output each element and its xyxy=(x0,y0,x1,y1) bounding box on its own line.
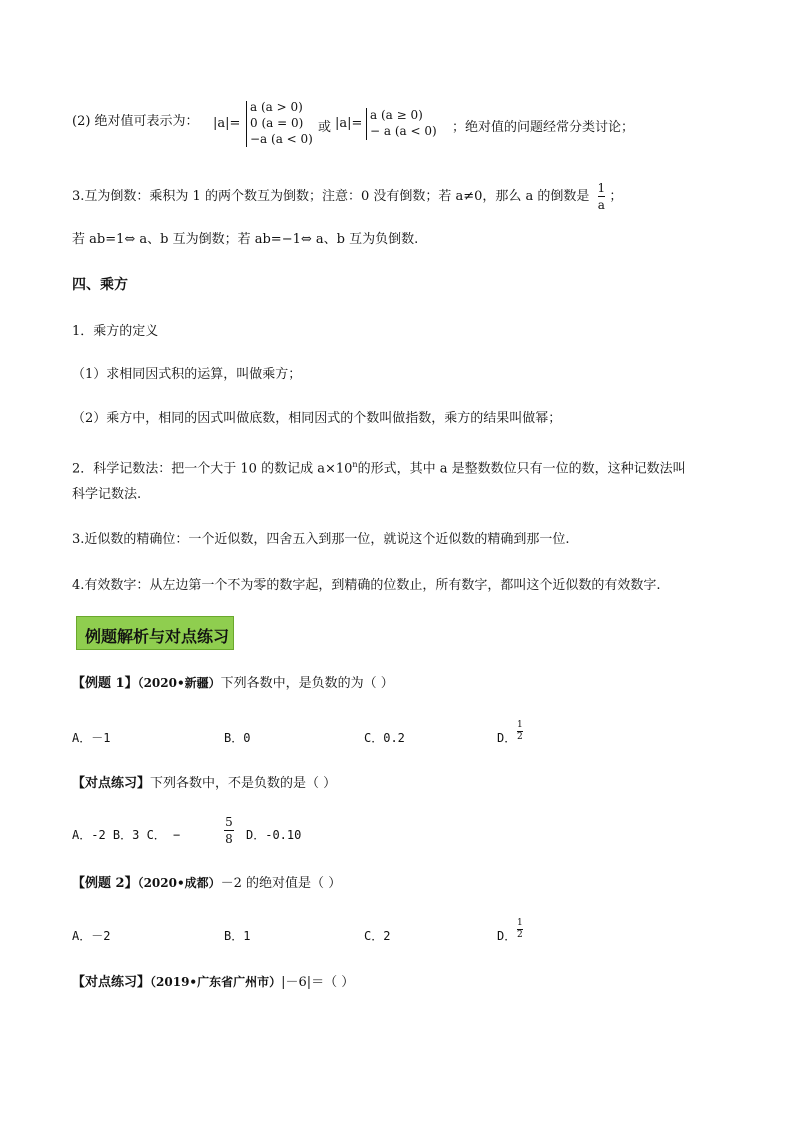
abs-value-prefix: (2) 绝对值可表示为： xyxy=(72,114,199,129)
fraction-bar xyxy=(598,196,606,197)
example2-option-b: B．1 xyxy=(224,929,251,943)
example2-d-den: 2 xyxy=(517,930,523,940)
section-heading-box xyxy=(76,616,234,650)
practice1-c-den: 8 xyxy=(225,832,233,846)
practice1-tag: 【对点练习】 xyxy=(72,776,151,791)
abs-a-label-1: |a|= xyxy=(213,116,241,131)
example1-tag: 【例题 1】 xyxy=(72,676,138,691)
brace-2 xyxy=(366,108,367,140)
example2-option-c: C．2 xyxy=(364,929,391,943)
case1-line3: −a (a < 0) xyxy=(250,132,313,146)
example1-question: 下列各数中，是负数的为（ ） xyxy=(220,676,394,691)
practice1-line xyxy=(72,775,336,793)
example2-d-fraction xyxy=(517,919,523,940)
practice2-tag: 【对点练习】 xyxy=(72,975,151,990)
abs-a-label-2: |a|= xyxy=(335,116,363,131)
practice1-question: 下列各数中，不是负数的是（ ） xyxy=(150,776,337,791)
example2-tag: 【例题 2】 xyxy=(72,876,138,891)
case2-line1: a (a ≥ 0) xyxy=(370,108,423,122)
fraction-bar xyxy=(224,830,234,831)
abs-value-suffix: ；绝对值的问题经常分类讨论； xyxy=(452,120,635,135)
example1-option-c: C．0.2 xyxy=(364,731,405,745)
example1-d-den: 2 xyxy=(517,732,523,742)
example2-option-a: A．－2 xyxy=(72,929,111,943)
abs-value-line xyxy=(72,113,199,131)
section-heading-text: 例题解析与对点练习 xyxy=(85,627,230,646)
example2-source: （2020•成都） xyxy=(137,876,221,890)
practice2-source: （2019•广东省广州市） xyxy=(150,975,282,989)
reciprocal2-line: 若 ab=1⇔ a、b 互为倒数；若 ab=−1⇔ a、b 互为负倒数. xyxy=(72,232,419,247)
scientific-notation-line2: 科学记数法. xyxy=(72,487,142,502)
example1-line xyxy=(72,674,394,693)
reciprocal-fraction-num: 1 xyxy=(597,181,606,195)
practice1-option-d: D．-0.10 xyxy=(246,828,302,842)
reciprocal-fraction-den: a xyxy=(597,198,605,212)
reciprocal-text: 3.互为倒数：乘积为 1 的两个数互为倒数；注意：0 没有倒数；若 a≠0，那么 a 的倒数是 xyxy=(72,189,590,204)
example2-question: －2 的绝对值是（ ） xyxy=(220,876,342,891)
example1-source: （2020•新疆） xyxy=(137,676,221,690)
reciprocal-line xyxy=(72,182,622,211)
sci-superscript: n xyxy=(352,460,358,469)
practice1-options-abc: A．-2 B．3 C． − xyxy=(72,828,181,842)
sci-text-b: 的形式，其中 a 是整数数位只有一位的数，这种记数法叫 xyxy=(357,461,686,477)
case1-line1: a (a > 0) xyxy=(250,100,303,114)
definition-title: 1．乘方的定义 xyxy=(72,324,159,339)
case2-line2: − a (a < 0) xyxy=(370,124,437,138)
practice2-line xyxy=(72,973,354,992)
brace-1 xyxy=(246,101,247,147)
definition-1: （1）求相同因式积的运算，叫做乘方； xyxy=(72,367,302,382)
example1-option-b: B．0 xyxy=(224,731,251,745)
practice1-c-num: 5 xyxy=(225,815,233,829)
definition-2: （2）乘方中，相同的因式叫做底数，相同因式的个数叫做指数，乘方的结果叫做幂； xyxy=(72,411,562,426)
example2-line xyxy=(72,874,341,893)
section4-title: 四、乘方 xyxy=(72,277,128,293)
practice2-question: |－6|＝（ ） xyxy=(281,975,355,990)
example1-d-fraction xyxy=(517,721,523,742)
case1-line2: 0 (a = 0) xyxy=(250,116,304,130)
sigfig-line: 4.有效数字：从左边第一个不为零的数字起，到精确的位数止，所有数字，都叫这个近似数的有效数字. xyxy=(72,578,661,593)
scientific-notation-line1 xyxy=(72,456,686,478)
reciprocal-end: ； xyxy=(609,189,623,204)
practice1-c-fraction xyxy=(224,816,234,845)
approx-line: 3.近似数的精确位：一个近似数，四舍五入到那一位，就说这个近似数的精确到那一位. xyxy=(72,532,570,547)
example1-option-d: D． xyxy=(497,731,517,745)
or-text: 或 xyxy=(318,120,332,135)
example1-d-num: 1 xyxy=(517,720,523,730)
sci-text-a: 2．科学记数法：把一个大于 10 的数记成 a×10 xyxy=(72,461,353,477)
example2-option-d: D． xyxy=(497,929,517,943)
reciprocal-fraction xyxy=(598,182,606,211)
example2-d-num: 1 xyxy=(517,918,523,928)
example1-option-a: A．－1 xyxy=(72,731,111,745)
